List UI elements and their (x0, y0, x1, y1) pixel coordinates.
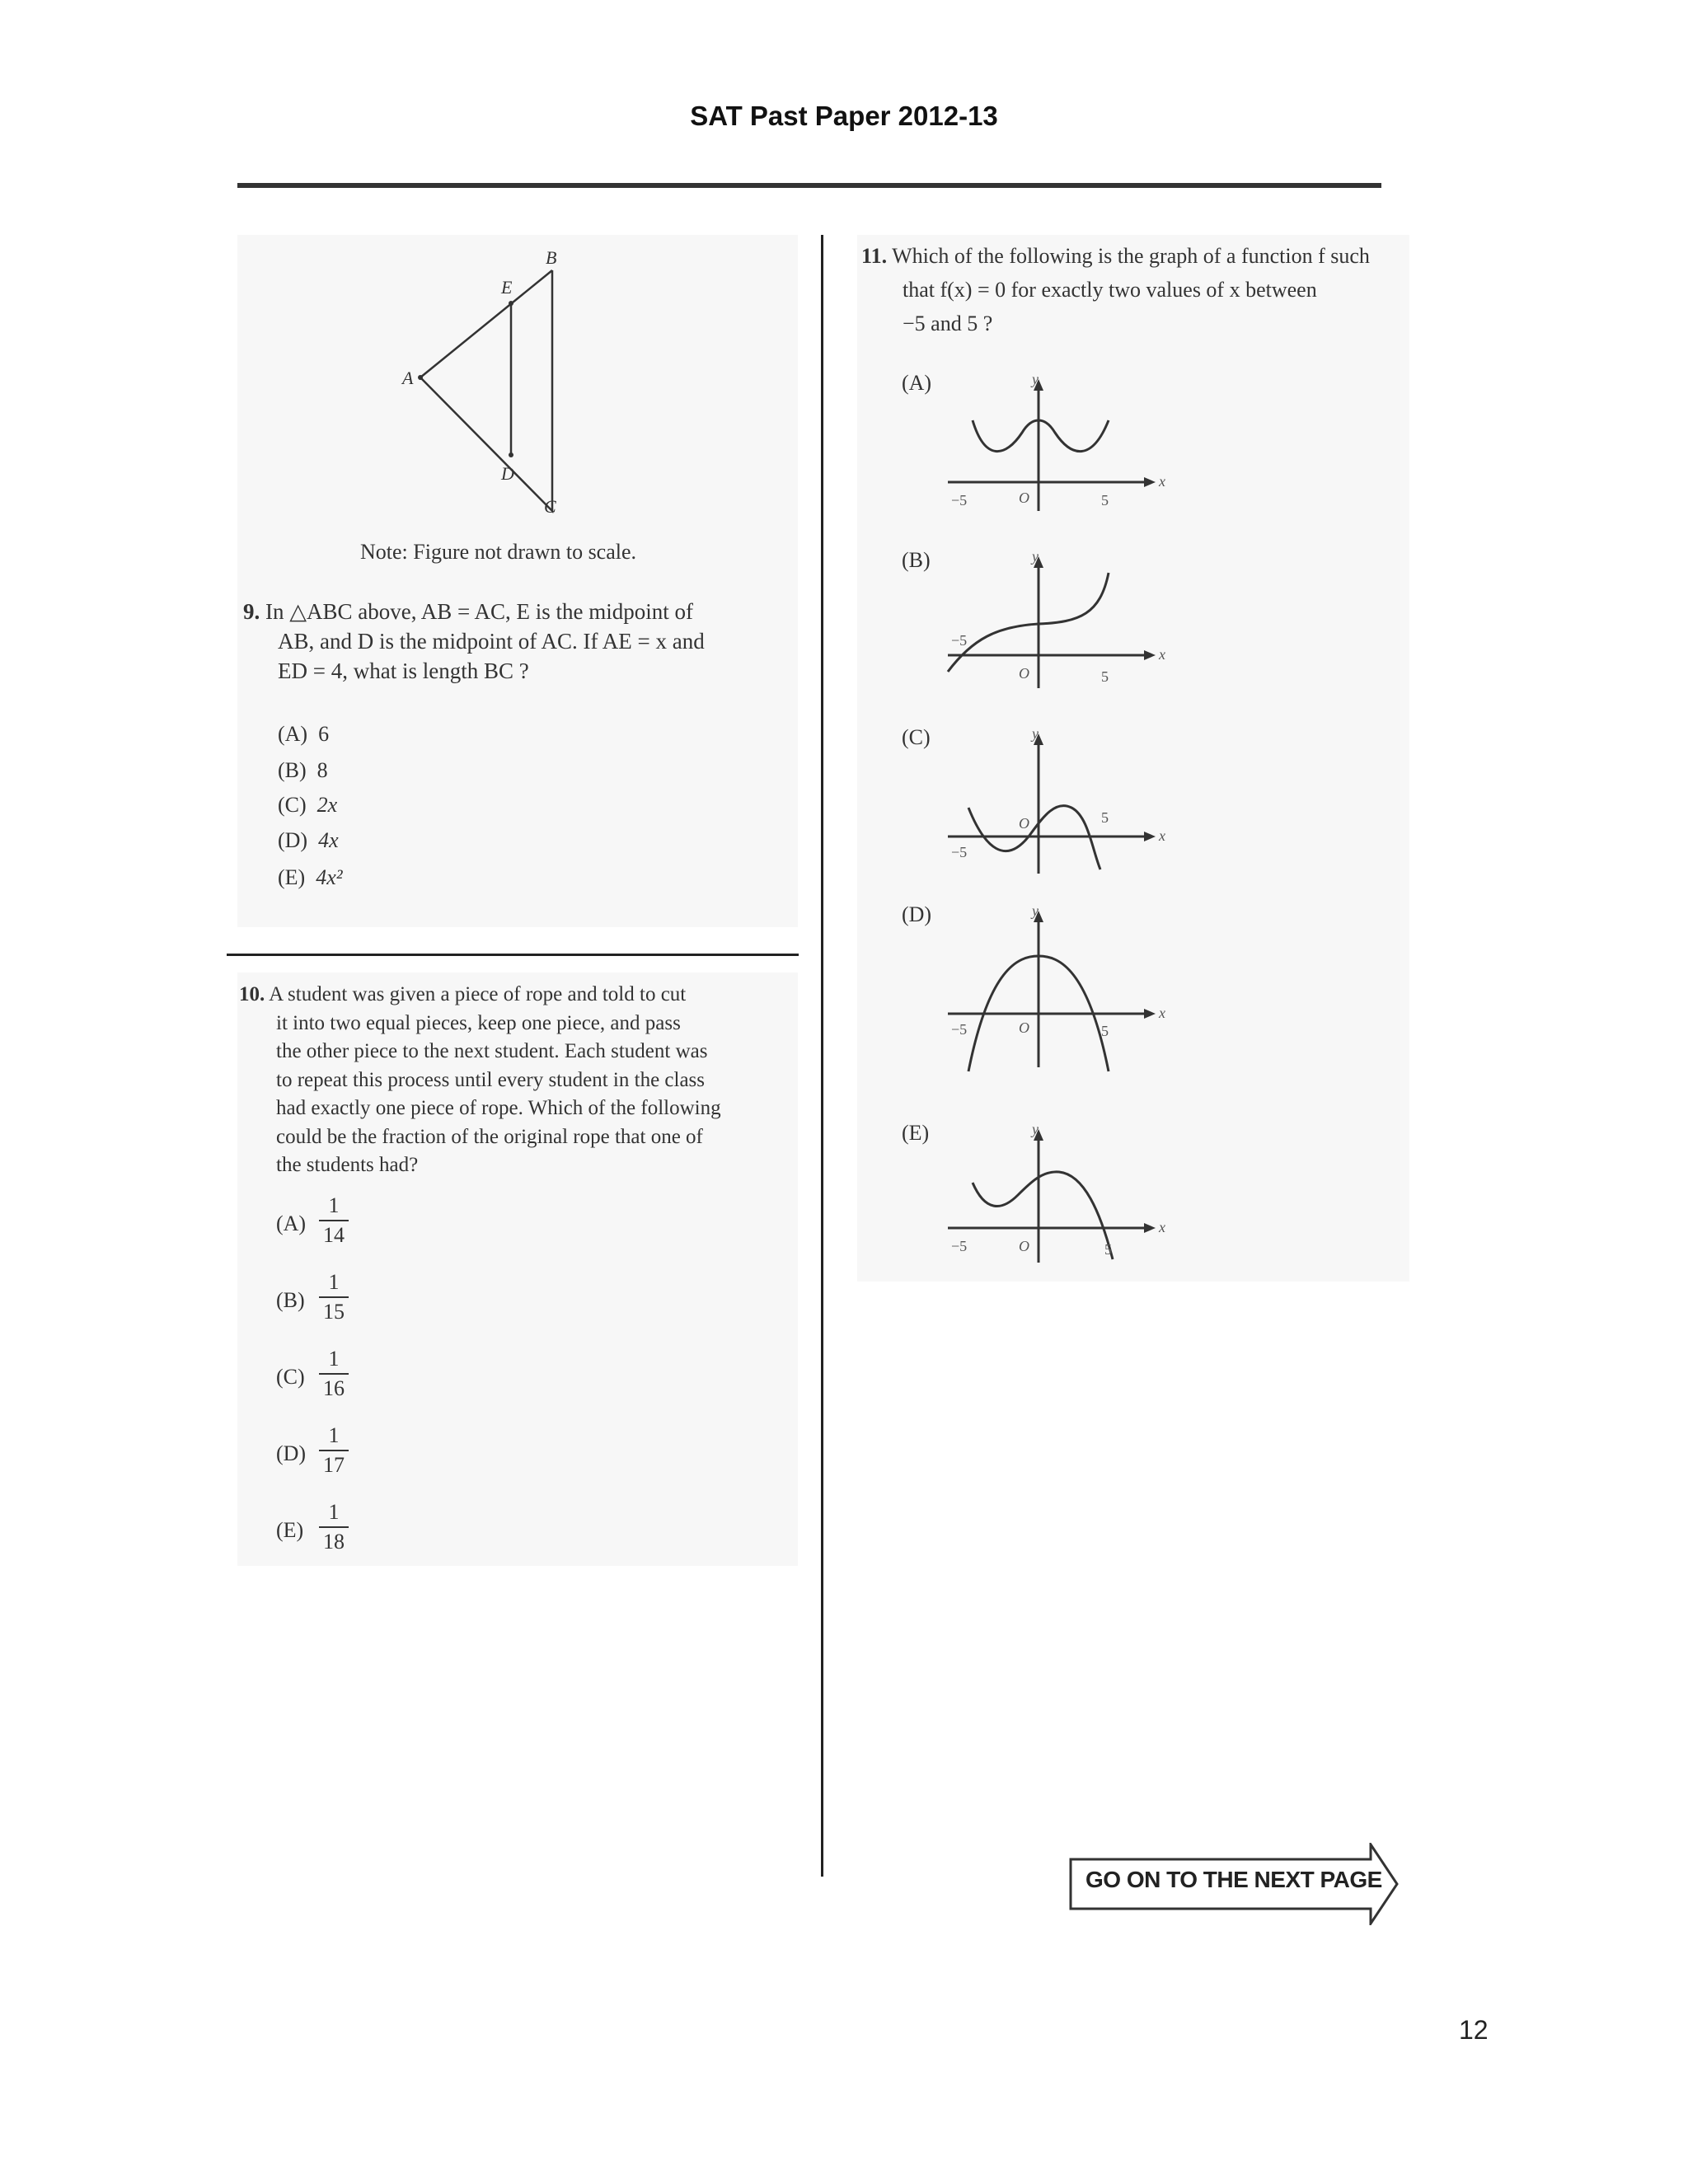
svg-text:O: O (1019, 665, 1029, 682)
q10-fraction-a: 1 14 (317, 1193, 350, 1248)
svg-text:5: 5 (1101, 809, 1109, 826)
svg-text:y: y (1032, 902, 1039, 919)
question-9-line2: AB, and D is the midpoint of AC. If AE = x and (278, 629, 705, 654)
column-divider (821, 235, 823, 1877)
graph-e (940, 1121, 1170, 1269)
svg-text:x: x (1159, 1219, 1165, 1235)
svg-text:O: O (1019, 1019, 1029, 1036)
svg-text:x: x (1159, 1005, 1165, 1021)
figure-note: Note: Figure not drawn to scale. (360, 540, 637, 564)
vertex-c-label: C (544, 496, 556, 517)
svg-text:−5: −5 (951, 844, 968, 860)
question-11 (861, 239, 1422, 340)
svg-text:y: y (1032, 371, 1039, 387)
svg-text:−5: −5 (951, 1238, 968, 1254)
question-11-line1: Which of the following is the graph of a function f such (892, 244, 1370, 268)
vertex-d-label: D (501, 463, 514, 484)
svg-text:−5: −5 (951, 632, 968, 649)
next-page-label: GO ON TO THE NEXT PAGE (1085, 1867, 1382, 1892)
q9-choice-e: (E) 4x² (278, 865, 343, 889)
vertex-a-label: A (402, 368, 414, 388)
question-10-line2: it into two equal pieces, keep one piece, and pass (276, 1011, 681, 1034)
q10-fraction-e: 1 18 (317, 1500, 350, 1554)
svg-text:y: y (1032, 725, 1039, 742)
page-number: 12 (1459, 2015, 1489, 2045)
graph-b (940, 548, 1170, 696)
svg-text:5: 5 (1101, 1023, 1109, 1039)
q10-fraction-d: 1 17 (317, 1423, 350, 1478)
triangle-figure (387, 239, 585, 527)
question-10-line4: to repeat this process until every student in the class (276, 1068, 706, 1091)
graph-d (940, 902, 1170, 1076)
q10-fraction-c: 1 16 (317, 1347, 350, 1401)
svg-text:y: y (1032, 548, 1039, 565)
svg-text:O: O (1019, 490, 1029, 506)
question-9 (243, 597, 787, 686)
q11-choice-b-label: (B) (902, 548, 931, 572)
question-10-number: 10. (239, 983, 265, 1005)
svg-text:x: x (1159, 473, 1165, 490)
question-10-line6: could be the fraction of the original rope that one of (276, 1125, 703, 1148)
question-11-number: 11. (861, 244, 888, 268)
question-10-line7: the students had? (276, 1154, 419, 1176)
svg-text:5: 5 (1101, 668, 1109, 685)
svg-text:x: x (1159, 827, 1165, 844)
graph-a (940, 371, 1170, 519)
vertex-e-label: E (501, 277, 513, 298)
question-10 (239, 981, 791, 1180)
svg-text:O: O (1019, 1238, 1029, 1254)
q11-choice-a-label: (A) (902, 371, 932, 395)
q9-choice-c: (C) 2x (278, 793, 338, 817)
q9-choice-a: (A) 6 (278, 722, 330, 746)
next-page-arrow (1069, 1843, 1399, 1925)
question-9-line1: In △ABC above, AB = AC, E is the midpoint of (265, 599, 693, 624)
question-9-line3: ED = 4, what is length BC ? (278, 658, 529, 683)
question-11-line3: −5 and 5 ? (903, 312, 993, 335)
q11-choice-d-label: (D) (902, 902, 932, 926)
question-divider (227, 954, 799, 956)
svg-text:−5: −5 (951, 1021, 968, 1038)
question-10-line3: the other piece to the next student. Each student was (276, 1040, 708, 1062)
svg-text:5: 5 (1101, 492, 1109, 509)
question-11-line2: that f(x) = 0 for exactly two values of x between (903, 278, 1317, 302)
q9-choice-b: (B) 8 (278, 758, 328, 782)
q10-fraction-b: 1 15 (317, 1270, 350, 1324)
svg-text:O: O (1019, 815, 1029, 832)
question-10-line5: had exactly one piece of rope. Which of the following (276, 1097, 721, 1119)
q9-choice-d: (D) 4x (278, 828, 339, 852)
svg-text:5: 5 (1104, 1241, 1112, 1258)
q11-choice-c-label: (C) (902, 725, 931, 749)
q11-choice-e-label: (E) (902, 1121, 930, 1145)
svg-text:−5: −5 (951, 492, 968, 509)
vertex-b-label: B (546, 247, 557, 268)
question-9-number: 9. (243, 599, 260, 624)
svg-text:y: y (1032, 1121, 1039, 1137)
graph-c (940, 725, 1170, 882)
header-rule (237, 183, 1381, 188)
svg-text:x: x (1159, 646, 1165, 663)
question-10-line1: A student was given a piece of rope and told to cut (269, 983, 687, 1005)
page-title: SAT Past Paper 2012-13 (690, 101, 998, 131)
